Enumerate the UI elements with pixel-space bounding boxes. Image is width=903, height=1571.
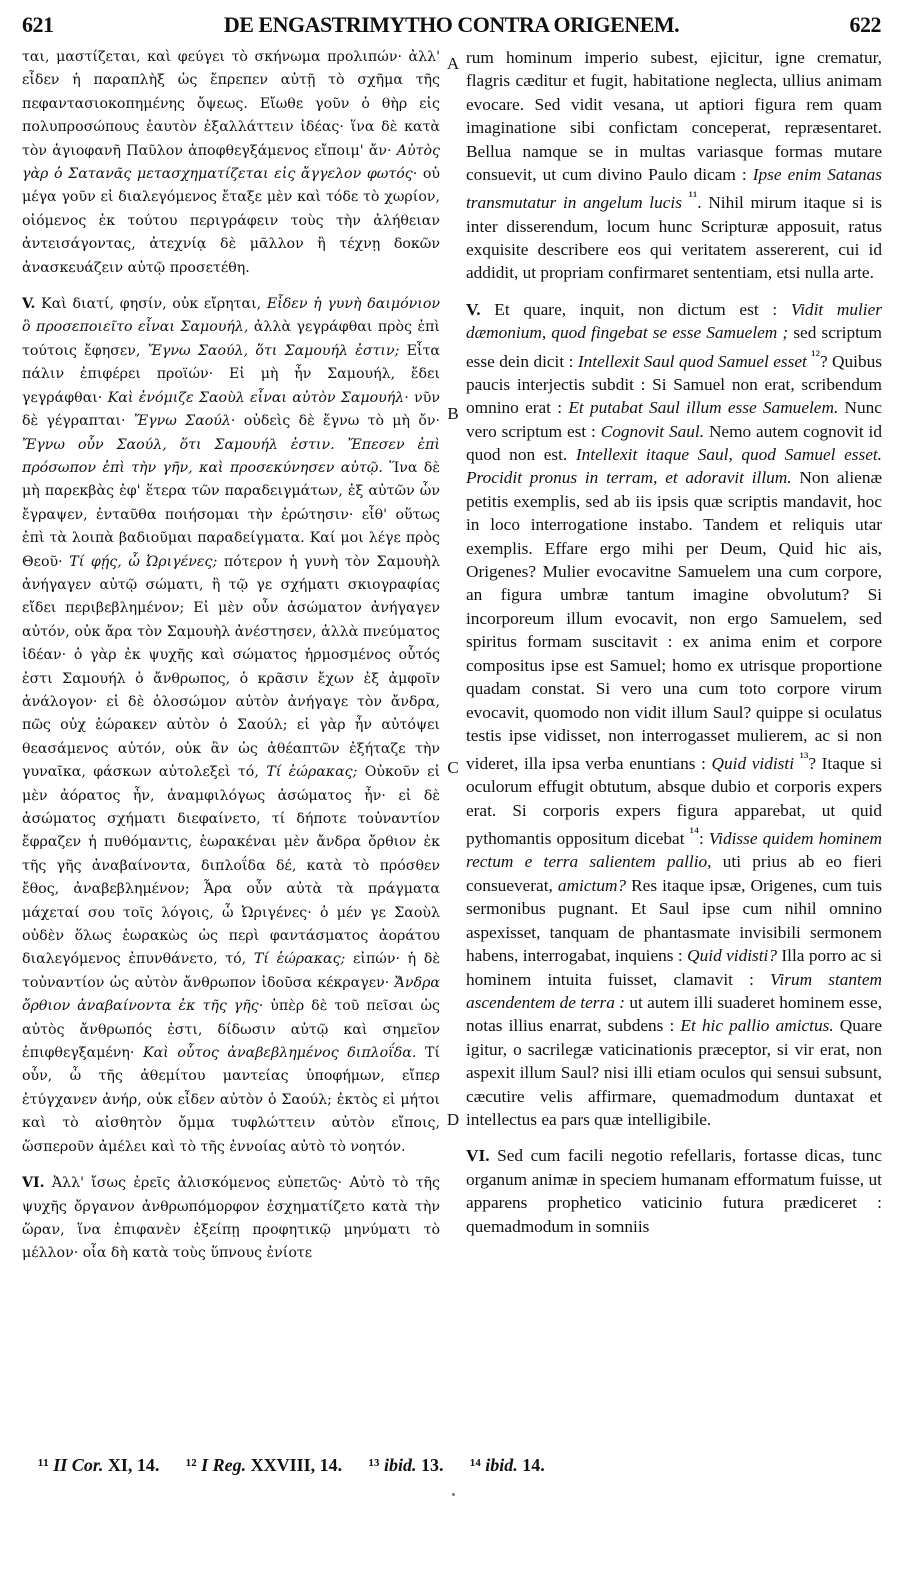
page-number-left: 621 bbox=[22, 12, 54, 37]
greek-column bbox=[22, 46, 440, 1426]
page-header bbox=[22, 8, 881, 38]
section-number: VI. bbox=[466, 1146, 490, 1166]
latin-paragraph-vi: VI. Sed cum facili negotio refellaris, fortasse dicas, tunc organum animæ in speciem humanam efformatum fuisse, ut apparens prophetico vaticinio futura prædiceret : quemadmodum in somniis bbox=[466, 1146, 882, 1236]
margin-marker-b: B bbox=[447, 404, 459, 423]
scripture-quote: Αὐτὸς γὰρ ὁ Σατανᾶς μετασχηματίζεται εἰς ἄγγελον φωτός· bbox=[22, 142, 440, 183]
scripture-quote: Ipse enim Satanas transmutatur in angelum lucis bbox=[466, 165, 882, 213]
latin-paragraph-continued: rum hominum imperio subest, ejicitur, igne crematur, flagris cæditur et fugit, habitatione neglecta, ullius animam evocare. Sed vidit vesana, ut aptiori figura rem quam imaginatione sibi confictam conceperat, repræsentaret. Bellua namque se in multas variasque formas mutare consuevit, ut cum divino Paulo dicam : Ipse enim Satanas transmutatur in angelum lucis $^{^{11}}$. Nihil mirum itaque si is inter disserendum, locum hunc Scripturæ apposuit, ratus exquisite describere eos qui veritatem assererent, cui id addidit, ut propriam confirmaret sententiam, etsi nulla arte. bbox=[466, 48, 882, 283]
footnote: ¹² I Reg. XXVIII, 14. bbox=[185, 1455, 343, 1475]
latin-column bbox=[466, 46, 882, 1426]
footnote: ¹⁴ ibid. 14. bbox=[469, 1455, 545, 1475]
margin-marker-d: D bbox=[446, 1110, 460, 1129]
greek-paragraph-continued: ται, μαστίζεται, καὶ φεύγει τὸ σκήνωμα προλιπών· ἀλλ' εἶδεν ἡ παραπλὴξ ὡς ἔπρεπεν αὐτῇ τὸ σχῆμα τῆς πεφαντασιοκοπημένης ὄψεως. Εἴωθε γοῦν ὁ θὴρ εἰς πολυπροσώπους ἑαυτὸν ἐξαλλάττειν ἰδέας· ἵνα δὲ κατὰ τὸν ἁγιοφανῆ Παῦλον ἀποφθεγξάμενος εἴποιμ' ἄν· Αὐτὸς γὰρ ὁ Σατανᾶς μετασχηματίζεται εἰς ἄγγελον φωτός· οὐ μέγα γοῦν εἰ διαλεγόμενος ἔταξε μὲν καὶ τόδε τὸ χωρίον, οἰόμενος ἐκ τούτου περιγράφειν τοὺς τὴν ἀλήθειαν ἀντεισάγοντας, ἀτεχνίᾳ δὲ μᾶλλον ἢ τέχνῃ δοκῶν ἀνασκευάζειν αὐτῷ προσετέθη. bbox=[22, 49, 440, 276]
section-number: V. bbox=[22, 296, 36, 313]
running-title: DE ENGASTRIMYTHO CONTRA ORIGENEM. bbox=[223, 12, 680, 37]
greek-paragraph-v: V. Καὶ διατί, φησίν, οὐκ εἴρηται, Εἶδεν ἡ γυνὴ δαιμόνιον ὃ προσεποιεῖτο εἶναι Σαμουήλ, ἀλλὰ γεγράφθαι πρὸς ἐπὶ τούτοις ἔφησεν, Ἔγνω Σαούλ, ὅτι Σαμουήλ ἐστιν; Εἶτα πάλιν ἐπιφέρει προϊών· Εἰ μὴ ἦν Σαμουήλ, ἔδει γεγράφθαι· Καὶ ἐνόμιζε Σαοὺλ εἶναι αὐτὸν Σαμουήλ· νῦν δὲ γέγραπται· Ἔγνω Σαούλ· οὐδεὶς δὲ ἔγνω τὸ μὴ ὄν· Ἔγνω οὖν Σαούλ, ὅτι Σαμουήλ ἐστιν. Ἔπεσεν ἐπὶ πρόσωπον ἐπὶ τὴν γῆν, καὶ προσεκύνησεν αὐτῷ. Ἵνα δὲ μὴ παρεκβὰς ἐφ' ἕτερα τῶν παραδειγμάτων, ἐξ αὐτῶν ὧν ἔγραψεν, ἐνταῦθα ποιήσομαι τὴν ἐρώτησιν· εἶθ' οὕτως ἐπὶ τὰ λοιπὰ βαδιοῦμαι παραδείγματα. Καί μοι λέγε πρὸς Θεοῦ· Τί φῄς, ὦ Ὠριγένες; πότερον ἡ γυνὴ τὸν Σαμουὴλ ἀνήγαγεν αὐτῷ σώματι, ἢ τῷ γε σχήματι σκιογραφίας εἴδει περιβεβλημένον; Εἰ μὲν οὖν ἀσώματον ἀνήγαγεν αὐτόν, οὐκ ἄρα τὸν Σαμουὴλ ἀνέστησεν, ἀλλὰ πνεύματος ἰδέαν· ὁ γὰρ ἐκ ψυχῆς καὶ σώματος ἡρμοσμένος οὗτός ἐστι Σαμουήλ ὁ ἄνθρωπος, ὁ κρᾶσιν ἔχων ἐξ ἀμφοῖν ἀνάλογον· εἰ δὲ ὁλοσώμον αὐτὸν ἀνήγαγε τὸν ἄνδρα, πῶς οὐχ ἑώρακεν αὐτὸν ὁ Σαούλ; εἰ γὰρ ἦν αὐτόψει θεασάμενος αὐτόν, οὐκ ἂν ὡς ἀθέαπτῶν ἐξήταζε τὴν γυναῖκα, φάσκων αὐτολεξεὶ τό, Τί ἑώρακας; Οὐκοῦν εἰ μὲν ἀόρατος ἦν, ἀναμφιλόγως ἀσώματος ἦν· εἰ δὲ ἀσώματος σχήματι διεφαίνετο, τί δήποτε τοὐναντίον ἔφραζεν ἡ πυθόμαντις, ἑωρακέναι μὲν ἄνδρα ὄρθιον ἐκ τῆς γῆς ἀναβαίνοντα, διπλοΐδα δέ, κατὰ τὸ πρόσθεν ἔθος, ἀναβεβλημένον; Ἆρα οὖν αὐτὰ τὰ πράγματα μάχεταί σου τοῖς λόγοις, ὦ Ὠριγένες· ὁ μέν γε Σαοὺλ οὐδὲν ὅλως ἑωρακὼς ὡς περὶ φαντάσματος ἀοράτου διαλεγόμενος ἐπυνθάνετο, τό, Τί ἑώρακας; εἰπών· ἡ δὲ τοὐναντίον ὡς αὐτὸν ἄνθρωπον ἰδοῦσα κέκραγεν· Ἄνδρα ὄρθιον ἀναβαίνοντα ἐκ τῆς γῆς· ὑπὲρ δὲ τοῦ πεῖσαι ὡς αὐτὸς ἄνθρωπός ἐστι, δίδωσιν αὐτῷ καὶ σημεῖον ἐπιφθεγξαμένη· Καὶ οὗτος ἀναβεβλημένος διπλοΐδα. Τί οὖν, ὦ τῆς ἀθεμίτου μαντείας ὑποφήμων, εἴπερ ἐτύγχανεν ἀνήρ, οὐκ εἶδεν αὐτὸν ὁ Σαούλ; ἐκτὸς εἰ μήτοι καὶ τὸ αἰσθητὸν ὄμμα τυφλώττειν αὐτὸν εἴποις, ὥσπεροῦν ἀμέλει καὶ τὸ τῆς ἐννοίας αὐτὸ τὸ νοητόν. bbox=[22, 296, 440, 1155]
footnote-ref: ¹⁴ bbox=[689, 825, 699, 842]
latin-paragraph-v: V. Et quare, inquit, non dictum est : Vidit mulier dæmonium, quod fingebat se esse Samuelem ; sed scriptum esse dein dicit : Intellexit Saul quod Samuel esset $^{^{12}}$? Quibus paucis interjectis subdit : Si Samuel non erat, scribendum omnino erat : Et putabat Saul illum esse Samuelem. Nunc vero scriptum est : Cognovit Saul. Nemo autem cognovit id quod non est. Intellexit itaque Saul, quod Samuel esset. Procidit pronus in terram, et adoravit illum. Non alienæ petitis exemplis, sed ab iis ipsis quæ scriptis mandavit, hoc in loco interrogatione instabo. Tandem et reliquis utar exemplis. Effare ergo mihi per Deum, Quid hic ais, Origenes? Mulier evocavitne Samuelem una cum corpore, an figura umbræ tantum imagine obvolutum? Si incorporeum illum evocavit, non ergo Samuelem, sed spiritus formam suscitavit : ex anima enim et corpore compositus ipse est Samuel; homo ex utrisque proportione quadam constat. Si vero una cum toto corpore virum evocavit, quomodo non vidit illum Saul? quippe si oculatus testis ipse vidisset, non interrogasset mulierem, ac si non videret, illa ipsa verba enuntians : Quid vidisti $^{^{13}}$? Itaque si oculorum effugit obtutum, absque dubio et corporis expers erat. Si corporis expers figura apparebat, ut quid pythomantis oppositum dicebat $^{^{14}}$: Vidisse quidem hominem rectum e terra salientem pallio, uti prius ab eo fieri consueverat, amictum? Res itaque ipsæ, Origenes, cum tuis sermonibus pugnant. Et Saul ipse cum nihil omnino aspexisset, tanquam de phantasmate invisibili sermonem habens, interrogabat, inquiens : Quid vidisti? Illa porro ac si hominem intuita fuisset, clamavit : Virum stantem ascendentem de terra : ut autem illi suaderet hominem esse, notas illius enarrat, subdens : Et hic pallio amictus. Quare igitur, o sacrilegæ vaticinationis præceptor, si vir erat, non aspexit illum Saul? nisi illi etiam oculos qui sensui subsunt, cæcutire velis affirmare, quemadmodum duntaxat et intellectus ea pars quæ intelligibile. bbox=[466, 299, 882, 1129]
margin-marker-c: C bbox=[447, 758, 459, 777]
footnotes bbox=[38, 1455, 881, 1476]
footnote-ref: ¹¹ bbox=[688, 189, 698, 206]
footnote-ref: ¹³ bbox=[799, 750, 809, 767]
section-number: V. bbox=[466, 299, 481, 319]
footnote: ¹³ ibid. 13. bbox=[368, 1455, 444, 1475]
greek-paragraph-vi: VI. Ἀλλ' ἴσως ἐρεῖς ἀλισκόμενος εὐπετῶς· Αὐτὸ τὸ τῆς ψυχῆς ὄργανον ἀνθρωπόμορφον ἐσχηματίζετο κατὰ τὴν ὥραν, ἵνα ἐπιφανὲν ἐξείπῃ προφητικῷ μηνύματι τὸ μέλλον· οἷα δὴ κατὰ τοὺς ὕπνους ἐνίοτε bbox=[22, 1175, 440, 1262]
margin-marker-a: A bbox=[446, 54, 460, 73]
section-number: VI. bbox=[22, 1175, 45, 1192]
footnote: ¹¹ II Cor. XI, 14. bbox=[38, 1455, 160, 1475]
ink-speck bbox=[452, 1493, 455, 1496]
footnote-ref: ¹² bbox=[811, 347, 820, 364]
page-number-right: 622 bbox=[849, 12, 881, 37]
